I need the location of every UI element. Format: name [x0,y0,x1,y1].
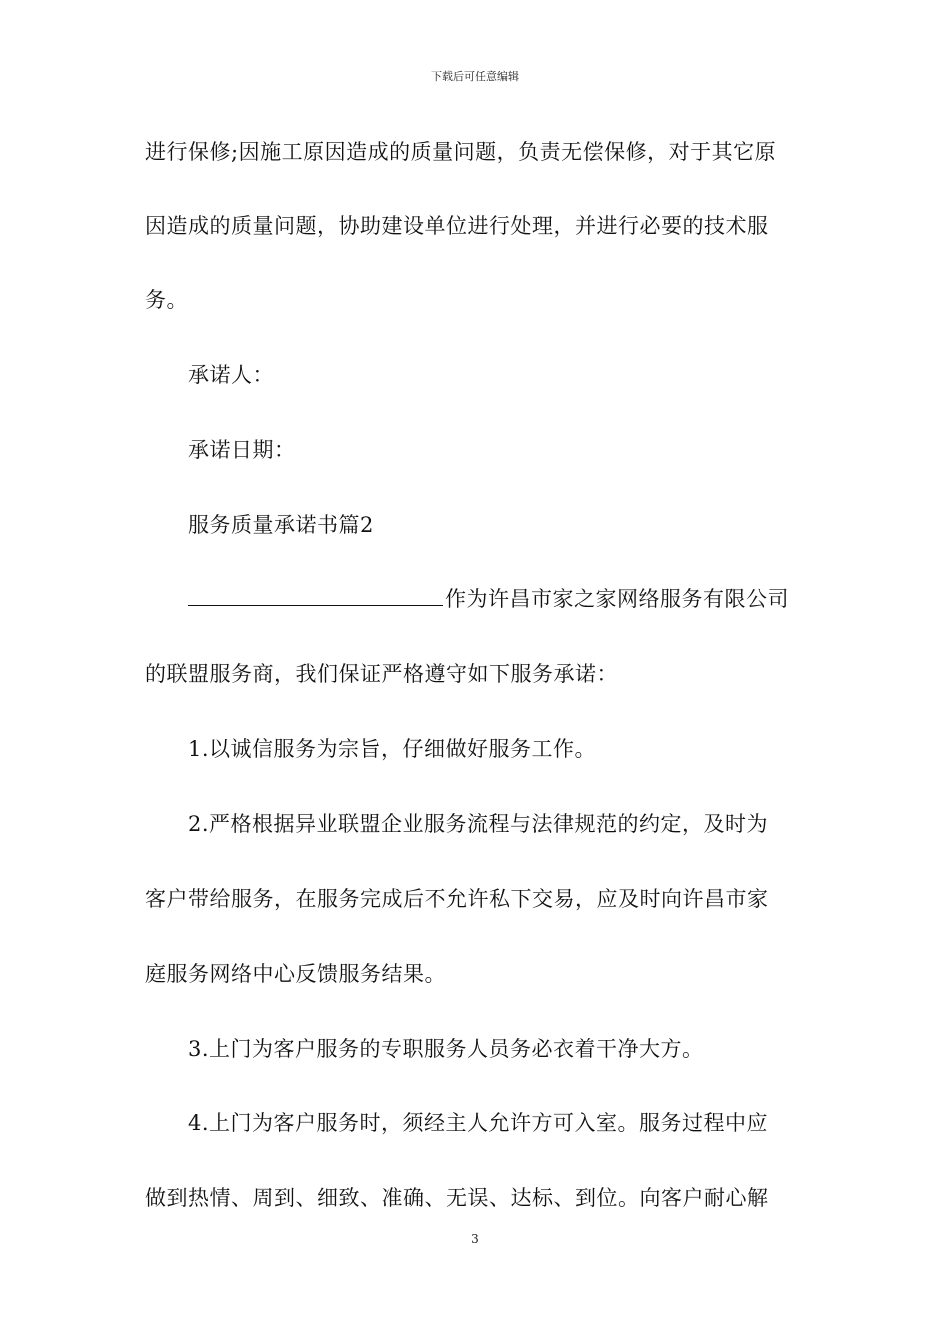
paragraph-line [188,585,789,613]
paragraph-text: 作为许昌市家之家网络服务有限公司 [445,587,789,611]
list-item: 4.上门为客户服务时，须经主人允许方可入室。服务过程中应 [188,1111,769,1135]
paragraph-line: 进行保修;因施工原因造成的质量问题，负责无偿保修，对于其它原 [145,140,777,164]
list-item: 3.上门为客户服务的专职服务人员务必衣着干净大方。 [188,1037,704,1061]
paragraph-line: 因造成的质量问题，协助建设单位进行处理，并进行必要的技术服 [145,214,769,238]
paragraph-line: 客户带给服务，在服务完成后不允许私下交易，应及时向许昌市家 [145,887,769,911]
page-header: 下载后可任意编辑 [431,70,519,83]
paragraph-line: 务。 [145,288,188,312]
list-item: 2.严格根据异业联盟企业服务流程与法律规范的约定，及时为 [188,812,769,836]
fill-in-blank [188,585,443,606]
section-heading: 服务质量承诺书篇2 [188,513,374,537]
paragraph-line: 做到热情、周到、细致、准确、无误、达标、到位。向客户耐心解 [145,1186,769,1210]
page-number: 3 [471,1232,479,1246]
paragraph-line: 的联盟服务商，我们保证严格遵守如下服务承诺： [145,662,618,686]
promisor-label: 承诺人： [188,363,274,387]
promise-date-label: 承诺日期： [188,438,296,462]
list-item: 1.以诚信服务为宗旨，仔细做好服务工作。 [188,737,597,761]
paragraph-line: 庭服务网络中心反馈服务结果。 [145,962,446,986]
